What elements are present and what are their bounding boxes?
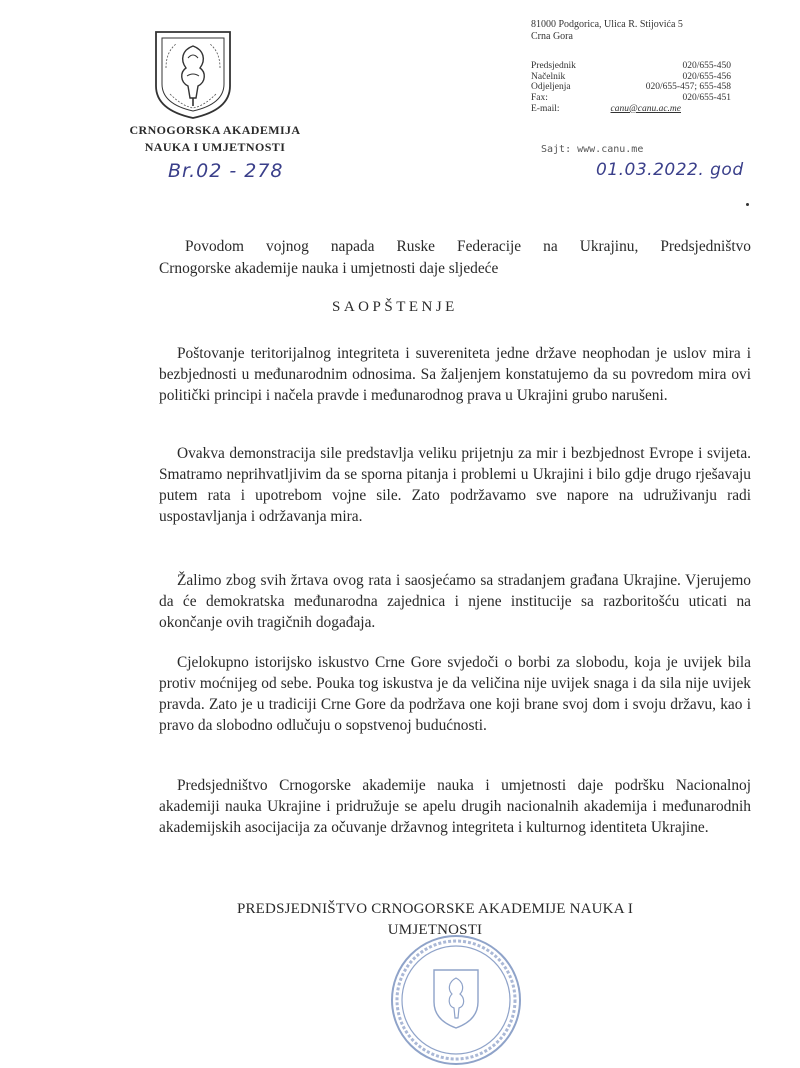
paragraph-text: Cjelokupno istorijsko iskustvo Crne Gore svjedoči o borbi za slobodu, koja je uvijek bila protiv moćnijeg od sebe. Pouka tog iskustva je da veličina nije uvijek snaga i da sila nije uvijek pravda. Zato je u tradiciji Crne Gore da podržava one koji brane svoj dom i svoju državu, kao i pravo da slobodno odlučuju o sopstvenoj budućnosti.	[159, 654, 751, 734]
paragraph-4	[159, 652, 751, 736]
contact-row	[531, 104, 731, 115]
intro-line1: Povodom vojnog napada Ruske Federacije na Ukrajinu, Predsjedništvo	[185, 238, 751, 255]
organization-name	[110, 122, 320, 156]
contact-value: 020/655-456	[682, 71, 731, 82]
contact-label: Predsjednik	[531, 61, 576, 71]
paragraph-1	[159, 343, 751, 406]
address-line1: 81000 Podgorica, Ulica R. Stijovića 5	[531, 19, 683, 30]
paragraph-2	[159, 443, 751, 527]
contact-row	[531, 82, 731, 93]
paragraph-3	[159, 570, 751, 633]
address-line2: Crna Gora	[531, 31, 573, 42]
paragraph-text: Ovakva demonstracija sile predstavlja veliku prijetnju za mir i bezbjednost Evrope i svijeta. Smatramo neprihvatljivim da se sporna pitanja i problemi u Ukrajini i bilo gdje drugo rješavaju putem rata i upotrebom vojne sile. Zato podržavamo sve napore na udruživanju radi uspostavljanja i održavanja mira.	[159, 445, 751, 525]
contact-row	[531, 61, 731, 72]
intro-line2: Crnogorske akademije nauka i umjetnosti daje sljedeće	[159, 260, 499, 277]
academy-logo	[152, 28, 234, 120]
contact-label: Fax:	[531, 93, 548, 104]
contact-label: Odjeljenja	[531, 82, 571, 93]
statement-title: SAOPŠTENJE	[332, 299, 458, 315]
signature-line2: UMJETNOSTI	[387, 922, 483, 938]
official-stamp	[388, 932, 524, 1068]
contact-value: 020/655-457; 655-458	[645, 82, 731, 93]
ink-dot	[746, 203, 749, 206]
contact-list	[531, 61, 731, 115]
contact-row	[531, 93, 731, 104]
document-date: 01.03.2022. god	[596, 160, 744, 180]
org-name-line2: NAUKA I UMJETNOSTI	[144, 140, 286, 154]
contact-row	[531, 72, 731, 83]
contact-value: 020/655-451	[682, 93, 731, 104]
website-link[interactable]: Sajt: www.canu.me	[541, 144, 644, 155]
reference-number: Br.02 - 278	[168, 160, 284, 182]
contact-value: 020/655-450	[682, 61, 731, 71]
paragraph-5	[159, 775, 751, 838]
paragraph-text: Žalimo zbog svih žrtava ovog rata i saosjećamo sa stradanjem građana Ukrajine. Vjerujemo da će demokratska međunarodna zajednica i njene institucije sa razboritošću uticati na okončanje ovih tragičnih događaja.	[159, 572, 751, 631]
email-link[interactable]: canu@canu.ac.me	[610, 103, 681, 114]
contact-label: E-mail:	[531, 103, 560, 114]
paragraph-text: Predsjedništvo Crnogorske akademije nauka i umjetnosti daje podršku Nacionalnoj akademiji nauka Ukrajine i pridružuje se apelu drugih nacionalnih akademija i međunarodnih akademijskih asocijacija za očuvanje državnog integriteta i kulturnog identiteta Ukrajine.	[159, 777, 751, 836]
org-name-line1: CRNOGORSKA AKADEMIJA	[129, 123, 301, 137]
contact-label: Načelnik	[531, 71, 566, 82]
address-block	[531, 19, 683, 43]
paragraph-text: Poštovanje teritorijalnog integriteta i suvereniteta jedne države neophodan je uslov mira i bezbjednosti u međunarodnim odnosima. Sa žaljenjem konstatujemo da su povredom mira ovi politički principi i načela pravde i međunarodnog prava u Ukrajini grubo narušeni.	[159, 345, 751, 404]
signature-line1: PREDSJEDNIŠTVO CRNOGORSKE AKADEMIJE NAUKA I	[236, 901, 634, 917]
